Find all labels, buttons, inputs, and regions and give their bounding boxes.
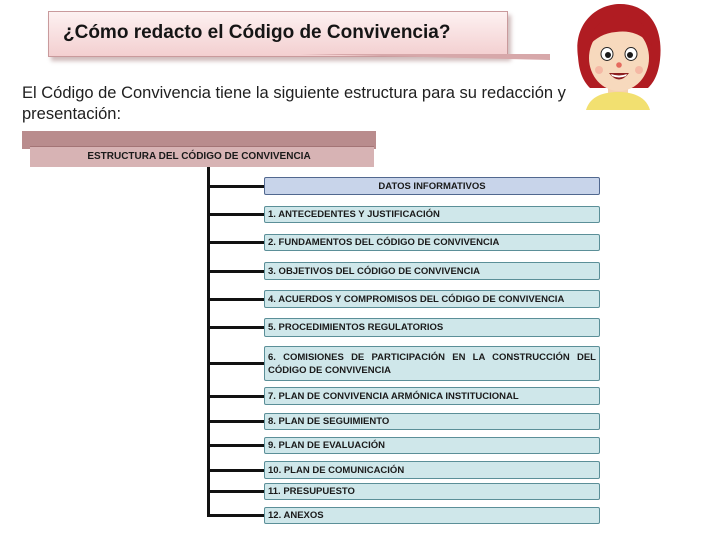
connector-branch: [207, 395, 265, 398]
structure-item: [264, 177, 600, 195]
structure-item-label: 2. FUNDAMENTOS DEL CÓDIGO DE CONVIVENCIA: [268, 237, 500, 248]
structure-item: [264, 346, 600, 381]
structure-item: [264, 387, 600, 405]
structure-item-label: 4. ACUERDOS Y COMPROMISOS DEL CÓDIGO DE CONVIVENCIA: [268, 293, 565, 305]
title-banner-tail: [300, 54, 550, 60]
structure-item: [264, 437, 600, 454]
structure-item-label: 9. PLAN DE EVALUACIÓN: [268, 440, 386, 451]
structure-item-label: 7. PLAN DE CONVIVENCIA ARMÓNICA INSTITUCIONAL: [268, 390, 519, 402]
connector-branch: [207, 298, 265, 301]
structure-item: [264, 507, 600, 524]
structure-item-label: 11. PRESUPUESTO: [268, 486, 355, 497]
connector-branch: [207, 326, 265, 329]
structure-item-label: 8. PLAN DE SEGUIMIENTO: [268, 416, 390, 427]
structure-item-label: 1. ANTECEDENTES Y JUSTIFICACIÓN: [268, 209, 440, 220]
title-banner: [48, 11, 508, 59]
structure-item: [264, 262, 600, 280]
structure-item: [264, 206, 600, 223]
girl-avatar-icon: [568, 2, 668, 110]
structure-header-label: ESTRUCTURA DEL CÓDIGO DE CONVIVENCIA: [87, 151, 311, 162]
connector-branch: [207, 241, 265, 244]
structure-item: [264, 290, 600, 308]
structure-item-label: 12. ANEXOS: [268, 510, 324, 521]
structure-item: [264, 413, 600, 430]
structure-item: [264, 461, 600, 479]
structure-item-label: 3. OBJETIVOS DEL CÓDIGO DE CONVIVENCIA: [268, 265, 481, 277]
connector-branch: [207, 444, 265, 447]
intro-text: El Código de Convivencia tiene la siguiente estructura para su redacción y presentación:: [22, 84, 566, 123]
structure-item-label: 5. PROCEDIMIENTOS REGULATORIOS: [268, 322, 444, 333]
connector-branch: [207, 469, 265, 472]
connector-branch: [207, 270, 265, 273]
connector-branch: [207, 514, 265, 517]
connector-branch: [207, 213, 265, 216]
connector-trunk: [207, 167, 210, 516]
structure-item: [264, 483, 600, 500]
structure-item-label: 10. PLAN DE COMUNICACIÓN: [268, 464, 405, 476]
connector-branch: [207, 490, 265, 493]
structure-item: [264, 318, 600, 337]
title-box: [48, 11, 508, 57]
structure-item-label: DATOS INFORMATIVOS: [378, 180, 486, 192]
page-title: ¿Cómo redacto el Código de Convivencia?: [63, 22, 451, 43]
structure-header: [22, 131, 376, 167]
structure-item: [264, 234, 600, 251]
connector-branch: [207, 362, 265, 365]
connector-branch: [207, 185, 265, 188]
structure-item-label: 6. COMISIONES DE PARTICIPACIÓN EN LA CONSTRUCCIÓN DEL CÓDIGO DE CONVIVENCIA: [268, 351, 596, 376]
connector-branch: [207, 420, 265, 423]
